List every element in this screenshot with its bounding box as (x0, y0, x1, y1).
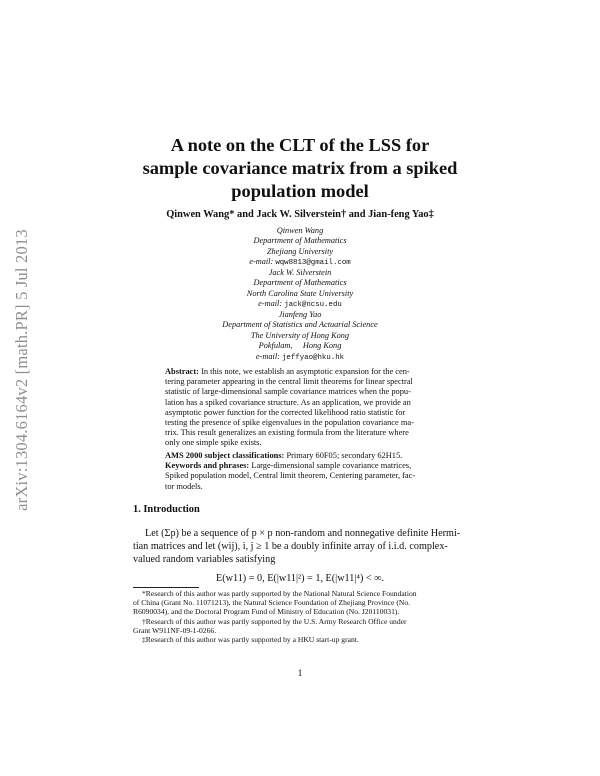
affiliation-institution: North Carolina State University (246, 288, 354, 298)
email-label: e-mail: (258, 299, 283, 309)
email-label: e-mail: (255, 351, 280, 361)
affiliation-department: Department of Mathematics (253, 278, 347, 288)
affiliation-author-name: Jianfeng Yao (278, 310, 322, 319)
affiliation-email-line (150, 352, 450, 363)
ams-text: Primary 60F05; secondary 62H15. (286, 451, 403, 460)
abstract-text: In this note, we establish an asymptotic expansion for the cen- (201, 367, 410, 376)
affiliation-location: Pokfulam, Hong Kong (258, 341, 342, 351)
section-heading: 1. Introduction (133, 504, 200, 515)
email-label: e-mail: (249, 257, 274, 267)
footnote-line: *Research of this author was partly supported by the National Natural Science Foundation (142, 589, 417, 598)
footnote-line: R6090034), and the Doctoral Program Fund of Ministry of Education (No. J20110031). (133, 607, 400, 617)
affiliation-institution: Zhejiang University (266, 246, 334, 256)
abstract-line: tering parameter appearing in the central limit theorems for linear spectral (165, 377, 413, 387)
footnote-line: of China (Grant No. 11071213), the Natural Science Foundation of Zhejiang Province (No. (133, 598, 411, 608)
affiliation-author-name: Qinwen Wang (276, 226, 324, 235)
affiliation-wang (150, 226, 450, 269)
abstract-line: statistic of large-dimensional sample covariance matrices when the popu- (165, 387, 411, 397)
page-number: 1 (297, 668, 303, 679)
title-line: population model (231, 181, 369, 201)
affiliation-silverstein (150, 268, 450, 311)
intro-line: valued random variables satisfying (133, 554, 276, 566)
footnotes (133, 589, 467, 644)
keywords-line: tor models. (165, 481, 203, 491)
abstract (165, 367, 434, 449)
footnote-divider (133, 587, 199, 588)
arxiv-identifier-stamp: arXiv:1304.6164v2 [math.PR] 5 Jul 2013 (12, 229, 31, 511)
affiliation-email-line (150, 299, 450, 310)
abstract-line (165, 367, 434, 377)
intro-line: tian matrices and let (wij), i, j ≥ 1 be a doubly infinite array of i.i.d. complex- (133, 541, 448, 553)
keywords-line (165, 461, 434, 471)
affiliation-email-line (150, 257, 450, 268)
intro-paragraph (133, 527, 465, 567)
moment-equation: E(w11) = 0, E(|w11|²) = 1, E(|w11|⁴) < ∞. (216, 573, 384, 584)
abstract-line: asymptotic power function for the corrected likelihood ratio statistic for (165, 407, 406, 417)
paper-title (100, 134, 500, 203)
title-line: sample covariance matrix from a spiked (142, 158, 458, 178)
keywords-label: Keywords and phrases: (165, 461, 250, 471)
ams-label: AMS 2000 subject classifications: (165, 451, 285, 460)
abstract-line: only one simple spike exists. (165, 438, 262, 448)
abstract-line: testing the presence of spike eigenvalues in the population covariance ma- (165, 418, 414, 428)
title-line: A note on the CLT of the LSS for (170, 135, 430, 155)
ams-classification (165, 451, 434, 461)
affiliation-yao (150, 310, 450, 363)
affiliation-department: Department of Statistics and Actuarial Science (222, 320, 378, 330)
author-list: Qinwen Wang* and Jack W. Silverstein† and Jian-feng Yao‡ (166, 209, 434, 220)
affiliation-department: Department of Mathematics (253, 236, 347, 246)
affiliation-author-name: Jack W. Silverstein (268, 268, 332, 277)
footnote-line: ‡Research of this author was partly supported by a HKU start-up grant. (142, 635, 359, 645)
email-link[interactable]: jeffyao@hku.hk (281, 353, 345, 362)
classification-and-keywords (165, 451, 434, 492)
footnote-line: †Research of this author was partly supported by the U.S. Army Research Office under (142, 616, 407, 626)
intro-line: Let (Σp) be a sequence of p × p non-random and nonnegative definite Hermi- (145, 528, 461, 539)
keywords-text: Large-dimensional sample covariance matrices, (251, 461, 412, 471)
affiliation-institution: The University of Hong Kong (250, 330, 350, 340)
footnote-line: Grant W911NF-09-1-0266. (133, 625, 217, 635)
keywords-line: Spiked population model, Central limit theorem, Centering parameter, fac- (165, 471, 416, 481)
email-link[interactable]: wqw8813@gmail.com (275, 259, 351, 268)
abstract-line: trix. This result generalizes an existing formula from the literature where (165, 428, 409, 438)
email-link[interactable]: jack@ncsu.edu (284, 301, 342, 310)
abstract-label: Abstract: (165, 367, 199, 376)
abstract-line: lation has a spiked covariance structure. As an application, we provide an (165, 397, 411, 407)
